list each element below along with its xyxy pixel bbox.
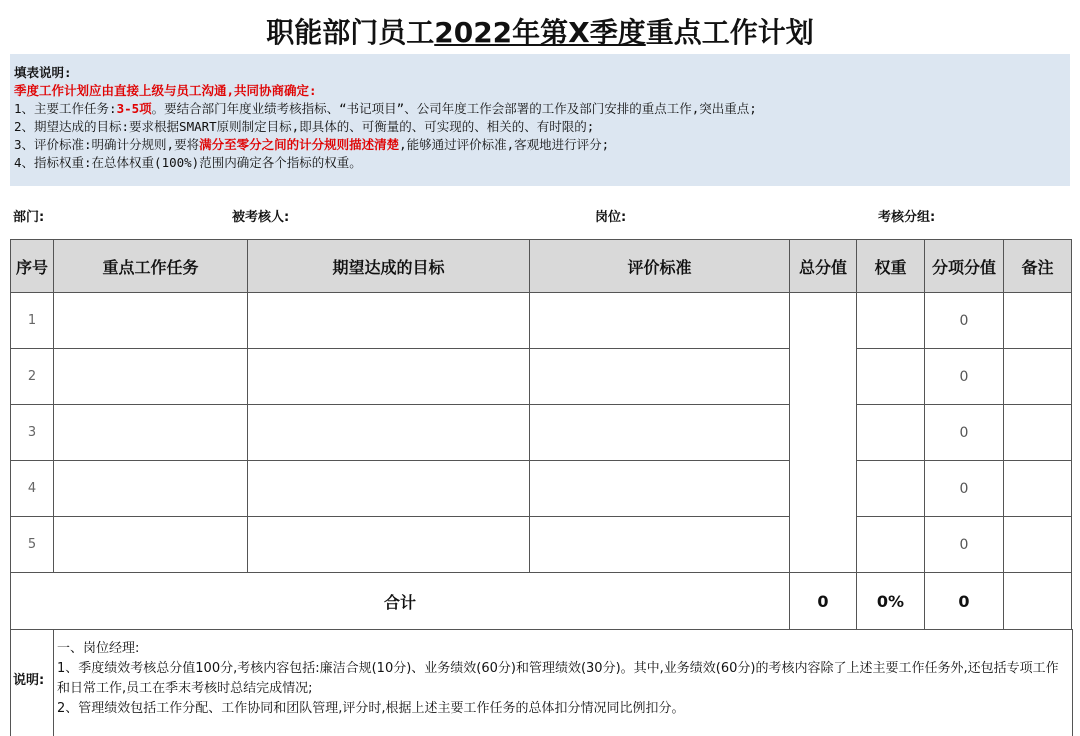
assessee-label: 被考核人: <box>232 210 290 225</box>
criteria-cell[interactable] <box>530 461 790 517</box>
table-row <box>11 293 1072 349</box>
fill-instructions <box>10 54 1070 186</box>
instructions-line-2: 2、期望达成的目标:要求根据SMART原则制定目标,即具体的、可衡量的、可实现的、相关的、有时限的; <box>14 119 595 134</box>
task-cell[interactable] <box>54 349 248 405</box>
task-cell[interactable] <box>54 461 248 517</box>
instructions-line-3 <box>14 136 1066 154</box>
remarks-cell[interactable] <box>1004 405 1072 461</box>
notes-section <box>10 629 1073 736</box>
criteria-cell[interactable] <box>530 405 790 461</box>
sub-score-cell[interactable]: 0 <box>925 349 1004 405</box>
task-cell[interactable] <box>54 517 248 573</box>
task-cell[interactable] <box>54 293 248 349</box>
total-label: 合计 <box>11 573 790 630</box>
weight-cell[interactable] <box>857 293 925 349</box>
weight-cell[interactable] <box>857 405 925 461</box>
dept-label: 部门: <box>13 210 45 225</box>
table-row <box>11 405 1072 461</box>
row-index: 4 <box>11 461 54 517</box>
total-row <box>11 573 1072 630</box>
total-score-sum: 0 <box>790 573 857 630</box>
remarks-cell[interactable] <box>1004 461 1072 517</box>
instructions-heading: 填表说明: <box>14 65 72 80</box>
header-task: 重点工作任务 <box>54 240 248 293</box>
goal-cell[interactable] <box>248 461 530 517</box>
goal-cell[interactable] <box>248 349 530 405</box>
title-suffix: 重点工作计划 <box>645 16 814 49</box>
table-header-row <box>11 240 1072 293</box>
line3-part-a: 3、评价标准:明确计分规则,要将 <box>14 137 200 152</box>
goal-cell[interactable] <box>248 405 530 461</box>
criteria-cell[interactable] <box>530 517 790 573</box>
line1-part-b: 。要结合部门年度业绩考核指标、“书记项目”、公司年度工作会部署的工作及部门安排的重点工作,突出重点; <box>151 101 757 116</box>
table-row <box>11 461 1072 517</box>
criteria-cell[interactable] <box>530 349 790 405</box>
weight-cell[interactable] <box>857 461 925 517</box>
notes-line-3: 2、管理绩效包括工作分配、工作协同和团队管理,评分时,根据上述主要工作任务的总体扣分情况同比例扣分。 <box>57 701 685 716</box>
sub-score-cell[interactable]: 0 <box>925 293 1004 349</box>
notes-label: 说明: <box>13 673 45 688</box>
task-cell[interactable] <box>54 405 248 461</box>
weight-cell[interactable] <box>857 517 925 573</box>
notes-line-1: 一、岗位经理: <box>57 641 140 656</box>
instructions-line-4: 4、指标权重:在总体权重(100%)范围内确定各个指标的权重。 <box>14 155 362 170</box>
page-title <box>10 12 1070 55</box>
header-goal: 期望达成的目标 <box>248 240 530 293</box>
sub-score-cell[interactable]: 0 <box>925 461 1004 517</box>
header-weight: 权重 <box>857 240 925 293</box>
line3-part-b: ,能够通过评价标准,客观地进行评分; <box>399 137 610 152</box>
row-index: 2 <box>11 349 54 405</box>
info-row <box>10 200 1070 230</box>
total-weight: 0% <box>857 573 925 630</box>
weight-cell[interactable] <box>857 349 925 405</box>
remarks-cell[interactable] <box>1004 349 1072 405</box>
line3-highlight: 满分至零分之间的计分规则描述清楚 <box>199 137 400 152</box>
instructions-red-note: 季度工作计划应由直接上级与员工沟通,共同协商确定: <box>14 83 317 98</box>
remarks-cell[interactable] <box>1004 293 1072 349</box>
notes-line-2: 1、季度绩效考核总分值100分,考核内容包括:廉洁合规(10分)、业务绩效(60分)和管理绩效(30分)。其中,业务绩效(60分)的考核内容除了上述主要工作任务外,还包括专项工作和日常工作,员工在季末考核时总结完成情况; <box>57 661 1059 696</box>
line1-part-a: 1、主要工作任务: <box>14 101 117 116</box>
goal-cell[interactable] <box>248 293 530 349</box>
sub-score-cell[interactable]: 0 <box>925 405 1004 461</box>
row-index: 3 <box>11 405 54 461</box>
notes-divider <box>53 629 54 736</box>
line1-highlight: 3-5项 <box>116 101 152 116</box>
notes-body <box>57 639 1067 719</box>
header-remarks: 备注 <box>1004 240 1072 293</box>
remarks-cell[interactable] <box>1004 517 1072 573</box>
total-score-cell[interactable] <box>790 293 857 573</box>
header-sub-score: 分项分值 <box>925 240 1004 293</box>
row-index: 1 <box>11 293 54 349</box>
header-total-score: 总分值 <box>790 240 857 293</box>
criteria-cell[interactable] <box>530 293 790 349</box>
position-label: 岗位: <box>595 210 627 225</box>
header-criteria: 评价标准 <box>530 240 790 293</box>
table-row <box>11 349 1072 405</box>
sub-score-cell[interactable]: 0 <box>925 517 1004 573</box>
group-label: 考核分组: <box>878 210 936 225</box>
total-remarks-cell[interactable] <box>1004 573 1072 630</box>
title-prefix: 职能部门员工 <box>266 16 435 49</box>
instructions-line-1 <box>14 100 1066 118</box>
work-plan-table <box>10 239 1072 630</box>
table-row <box>11 517 1072 573</box>
goal-cell[interactable] <box>248 517 530 573</box>
header-index: 序号 <box>11 240 54 293</box>
row-index: 5 <box>11 517 54 573</box>
title-period: 2022年第X季度 <box>434 16 646 49</box>
total-sub-score: 0 <box>925 573 1004 630</box>
